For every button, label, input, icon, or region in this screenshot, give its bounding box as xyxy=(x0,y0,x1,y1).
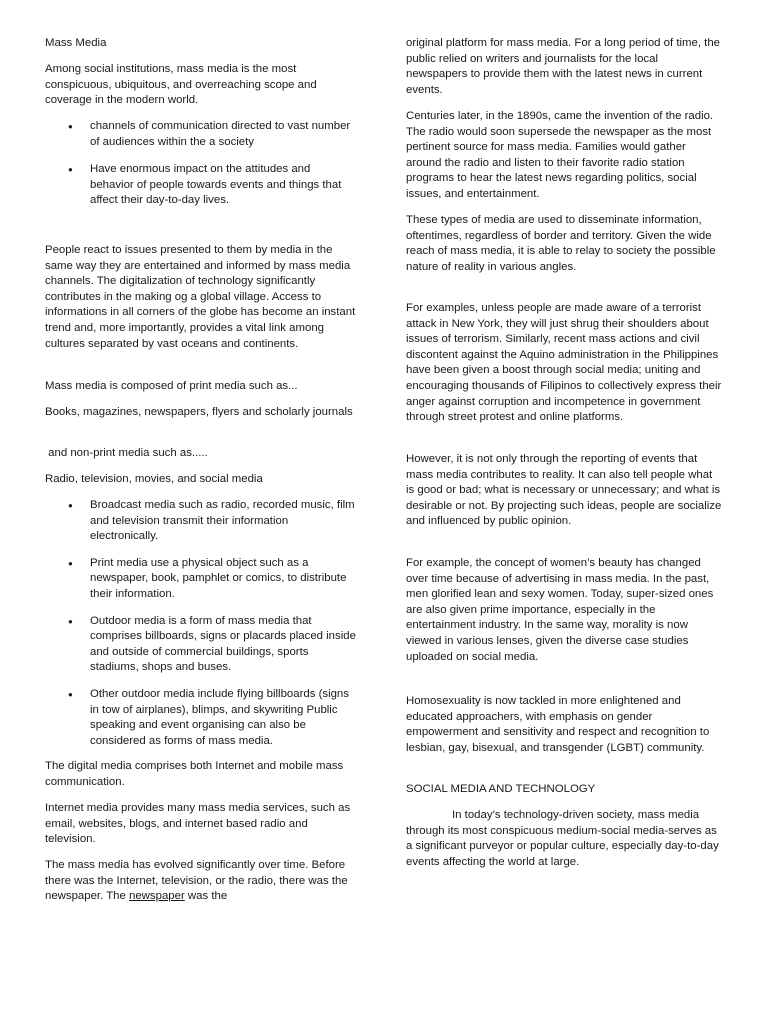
list-item: ● Other outdoor media include flying billboards (signs in tow of airplanes), blimps, and skywriting Public speaking and event organising can also be considered as forms of mass media. xyxy=(45,687,357,749)
paragraph-however: However, it is not only through the reporting of events that mass media contributes to reality. It can also tell people what is good or bad; what is necessary or unnecessary; and what is desirable or not. By projecting such ideas, people are socialize and influenced by public opinion. xyxy=(406,453,722,528)
paragraph-beauty: For example, the concept of women’s beauty has changed over time because of advertising in mass media. In the past, men glorified lean and sexy women. Today, super-sized ones are also given prime importance, especially in the entertainment industry. In the same way, morality is now viewed in various lenses, given the diverse case studies uploaded on social media. xyxy=(406,557,714,663)
evolved-tail: was the xyxy=(184,890,228,903)
paragraph-social-media: In today’s technology-driven society, mass media through its most conspicuous medium-social media-serves as a significant purveyor or popular culture, especially day-to-day events affecting the world at large. xyxy=(406,809,719,868)
paragraph-print-examples: Books, magazines, newspapers, flyers and scholarly journals xyxy=(45,406,353,418)
paragraph-people-react: People react to issues presented to them by media in the same way they are entertained and informed by mass media channels. The digitalization of technology significantly contributes in the making og a global village. Access to informations in all corners of the globe has become an instant trend and, more importantly, provides a vital link among cultures separated by vast oceans and continents. xyxy=(45,244,356,350)
section-title-social-media: SOCIAL MEDIA AND TECHNOLOGY xyxy=(406,783,596,795)
newspaper-link[interactable]: newspaper xyxy=(129,890,185,903)
paragraph-evolved xyxy=(45,858,357,905)
list-item: ● Broadcast media such as radio, recorded music, film and television transmit their information electronically. xyxy=(45,498,357,545)
paragraph-intro: Among social institutions, mass media is the most conspicuous, ubiquitous, and overreaching scope and coverage in the modern world. xyxy=(45,63,317,107)
list-item: ● Print media use a physical object such as a newspaper, book, pamphlet or comics, to distribute their information. xyxy=(45,556,357,603)
paragraph-composed-print: Mass media is composed of print media such as... xyxy=(45,380,298,392)
paragraph-examples-terrorism: For examples, unless people are made aware of a terrorist attack in New York, they will just shrug their shoulders about issues of terrorism. Similarly, recent mass actions and civil discontent against the Aquino administration in the Philippines have been given a boost through social media; uniting and encouraging thousands of Filipinos to collectively express their anger against corruption and incompetence in government through street protest and online platforms. xyxy=(406,302,722,424)
list-item: ● Have enormous impact on the attitudes and behavior of people towards events and things that affect their day-to-day lives. xyxy=(45,162,357,209)
paragraph-digital-media: The digital media comprises both Internet and mobile mass communication. xyxy=(45,760,344,788)
section-title-mass-media: Mass Media xyxy=(45,37,107,49)
paragraph-disseminate: These types of media are used to disseminate information, oftentimes, regardless of border and territory. Given the wide reach of mass media, it is able to relay to society the possible nature of reality in various angles. xyxy=(406,214,716,273)
paragraph-homosexuality: Homosexuality is now tackled in more enlightened and educated approachers, with emphasis on gender empowerment and sensitivity and respect and recognition to lesbian, gay, bisexual, and transgender (LGBT) community. xyxy=(406,695,710,754)
list-item: ● channels of communication directed to vast number of audiences within the a society xyxy=(45,119,357,150)
intro-bullet-list xyxy=(45,119,357,209)
media-types-bullet-list xyxy=(45,498,357,749)
paragraph-original-platform: original platform for mass media. For a long period of time, the public relied on writers and journalists for the local newspapers to provide them with the latest news in current events. xyxy=(406,37,721,96)
list-item: ● Outdoor media is a form of mass media that comprises billboards, signs or placards placed inside and outside of commercial buildings, sports stadiums, shops and buses. xyxy=(45,614,357,676)
paragraph-internet-media: Internet media provides many mass media services, such as email, websites, blogs, and internet based radio and television. xyxy=(45,802,351,846)
evolved-text: The mass media has evolved significantly over time. Before there was the Internet, television, or the radio, there was the newspaper. The xyxy=(45,859,348,903)
paragraph-radio: Centuries later, in the 1890s, came the invention of the radio. The radio would soon supersede the newspaper as the most pertinent source for mass media. Families would gather around the radio and listen to their favorite radio station programs to hear the latest news regarding politics, social issues, and entertainment. xyxy=(406,110,714,200)
paragraph-non-print-examples: Radio, television, movies, and social media xyxy=(45,473,263,485)
paragraph-non-print: and non-print media such as..... xyxy=(45,447,208,459)
